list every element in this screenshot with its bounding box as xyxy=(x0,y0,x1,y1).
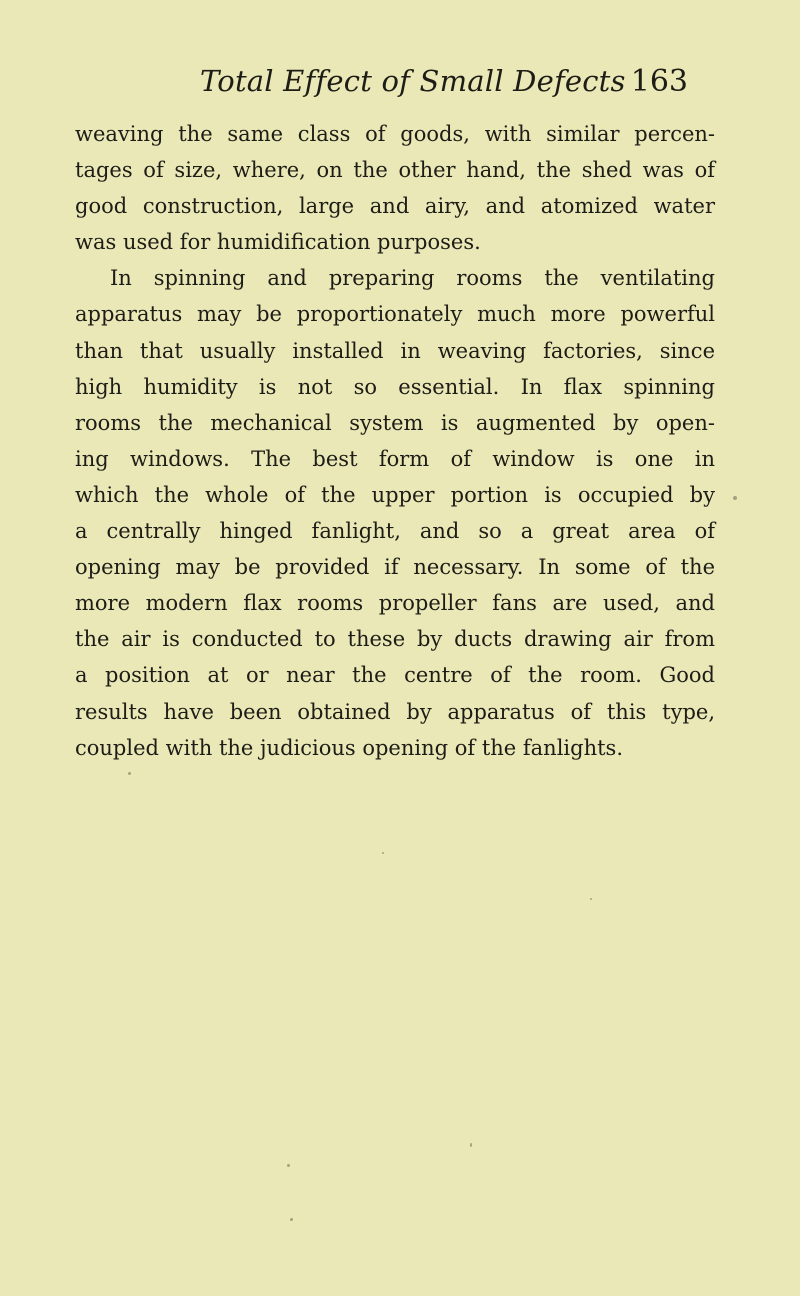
text-line: was used for humidification purposes. xyxy=(75,230,481,255)
page-number: 163 xyxy=(630,64,688,99)
text-line: more modern flax rooms propeller fans are used, and xyxy=(75,591,715,616)
paper-speck xyxy=(470,1143,472,1147)
paper-speck xyxy=(382,852,384,854)
paper-speck xyxy=(128,772,131,775)
text-line: a centrally hinged fanlight, and so a great area of xyxy=(75,519,715,544)
text-line: In spinning and preparing rooms the ventilating xyxy=(110,266,715,291)
page-header xyxy=(200,64,688,108)
text-line: than that usually installed in weaving factories, since xyxy=(75,338,715,363)
paper-speck xyxy=(287,1164,290,1167)
text-line: a position at or near the centre of the room. Good xyxy=(75,663,715,688)
paper-speck xyxy=(290,1218,293,1221)
text-line: tages of size, where, on the other hand, the shed was of xyxy=(75,158,715,183)
text-line: high humidity is not so essential. In flax spinning xyxy=(75,374,715,399)
text-line: weaving the same class of goods, with similar percen- xyxy=(75,122,715,146)
text-line: ing windows. The best form of window is one in xyxy=(75,446,715,471)
text-line: rooms the mechanical system is augmented by open- xyxy=(75,410,715,435)
text-line: opening may be provided if necessary. In some of the xyxy=(75,555,715,580)
text-line: good construction, large and airy, and atomized water xyxy=(75,194,715,219)
text-line: apparatus may be proportionately much more powerful xyxy=(75,302,715,327)
running-title: Total Effect of Small Defects xyxy=(200,64,626,98)
body-text xyxy=(75,116,715,766)
paper-speck xyxy=(733,496,737,500)
text-line: which the whole of the upper portion is occupied by xyxy=(75,482,715,507)
text-line: results have been obtained by apparatus of this type, xyxy=(75,699,715,724)
text-line: coupled with the judicious opening of the fanlights. xyxy=(75,735,623,760)
paper-speck xyxy=(590,898,592,900)
text-line: the air is conducted to these by ducts drawing air from xyxy=(75,627,715,652)
